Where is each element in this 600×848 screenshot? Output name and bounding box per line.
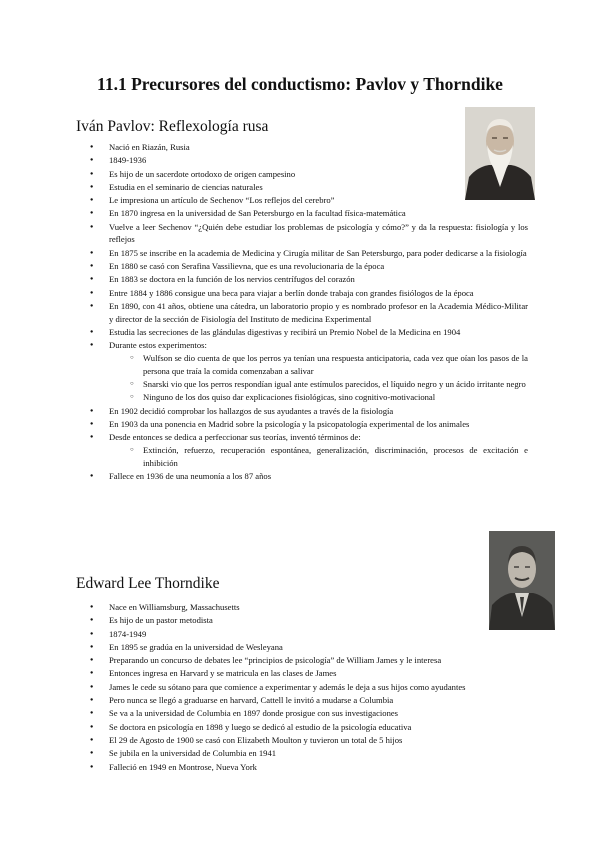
list-item: ● En 1895 se gradúa en la universidad de Wesleyana (76, 641, 528, 654)
list-item: ● Entre 1884 y 1886 consigue una beca para viajar a berlín donde trabaja con grandes fisiólogos de la época (76, 287, 528, 300)
experiments-label: Durante estos experimentos: (109, 340, 207, 351)
list-item: ● Es hijo de un pastor metodista (76, 614, 528, 627)
list-item: ● Entonces ingresa en Harvard y se matricula en las clases de James (76, 667, 528, 680)
list-item: ● 1849-1936 (76, 154, 528, 167)
sub-list-item: ○ Snarski vio que los perros respondían igual ante estímulos parecidos, el líquido negro y un ácido irritante negro (109, 378, 528, 391)
sub-list-item: ○ Ninguno de los dos quiso dar explicaciones fisiológicas, sino cognitivo-motivacional (109, 391, 528, 404)
list-item-terms (76, 431, 528, 469)
list-item: ● Nace en Williamsburg, Massachusetts (76, 601, 528, 614)
list-item: ● Estudia las secreciones de las glándulas digestivas y recibirá un Premio Nobel de la Medicina en 1904 (76, 326, 528, 339)
list-item: ● El 29 de Agosto de 1900 se casó con Elizabeth Moulton y tuvieron un total de 5 hijos (76, 734, 528, 747)
list-item: ● 1874-1949 (76, 628, 528, 641)
sub-list-item: ○ Wulfson se dio cuenta de que los perros ya tenían una respuesta anticipatoria, cada vez que oían los pasos de la persona que traía la comida comenzaban a salivar (109, 352, 528, 377)
list-item: ● Nació en Riazán, Rusia (76, 141, 528, 154)
list-item: ● En 1902 decidió comprobar los hallazgos de sus ayudantes a través de la fisiología (76, 405, 528, 418)
list-item: ● Fallece en 1936 de una neumonía a los 87 años (76, 470, 528, 483)
list-item: ● Se doctora en psicología en 1898 y luego se dedicó al estudio de la psicología educativa (76, 721, 528, 734)
list-item: ● Preparando un concurso de debates lee “principios de psicología” de William James y le interesa (76, 654, 528, 667)
terms-sub-list (109, 444, 528, 469)
sub-list-item: ○ Extinción, refuerzo, recuperación espontánea, generalización, discriminación, procesos de excitación e inhibición (109, 444, 528, 469)
thorndike-bullet-list (76, 601, 528, 774)
pavlov-bullet-list (76, 141, 528, 483)
list-item: ● Estudia en el seminario de ciencias naturales (76, 181, 528, 194)
list-item: ● Pero nunca se llegó a graduarse en harvard, Cattell le invitó a mudarse a Columbia (76, 694, 528, 707)
list-item: ● James le cede su sótano para que comience a experimentar y además le deja a sus hijos como ayudantes (76, 681, 528, 694)
list-item: ● En 1903 da una ponencia en Madrid sobre la psicología y la psicopatología experimental de los animales (76, 418, 528, 431)
terms-label: Desde entonces se dedica a perfeccionar sus teorías, inventó términos de: (109, 432, 361, 443)
list-item: ● Se va a la universidad de Columbia en 1897 donde prosigue con sus investigaciones (76, 707, 528, 720)
list-item: ● En 1883 se doctora en la función de los nervios centrífugos del corazón (76, 273, 528, 286)
list-item: ● En 1870 ingresa en la universidad de San Petersburgo en la facultad física-matemática (76, 207, 528, 220)
list-item: ● Es hijo de un sacerdote ortodoxo de origen campesino (76, 168, 528, 181)
list-item-experiments (76, 339, 528, 404)
section-heading-pavlov: Iván Pavlov: Reflexología rusa (76, 118, 269, 135)
list-item: ● Vuelve a leer Sechenov “¿Quién debe estudiar los problemas de psicología y cómo?” y da la respuesta: fisiología y los reflejos (76, 221, 528, 246)
list-item: ● Falleció en 1949 en Montrose, Nueva York (76, 761, 528, 774)
list-item: ● En 1890, con 41 años, obtiene una cátedra, un laboratorio propio y es nombrado profesor en la Academia Médico-Militar y director de la sección de Fisiología del Instituto de medicina Experimental (76, 300, 528, 325)
list-item: ● Se jubila en la universidad de Columbia en 1941 (76, 747, 528, 760)
page-title: 11.1 Precursores del conductismo: Pavlov y Thorndike (97, 74, 503, 94)
list-item: ● Le impresiona un artículo de Sechenov “Los reflejos del cerebro” (76, 194, 528, 207)
list-item: ● En 1875 se inscribe en la academia de Medicina y Cirugía militar de San Petersburgo, para poder dedicarse a la fisiología (76, 247, 528, 260)
list-item: ● En 1880 se casó con Serafina Vassilievna, que es una revolucionaria de la época (76, 260, 528, 273)
experiments-sub-list (109, 352, 528, 404)
section-heading-thorndike: Edward Lee Thorndike (76, 575, 220, 592)
